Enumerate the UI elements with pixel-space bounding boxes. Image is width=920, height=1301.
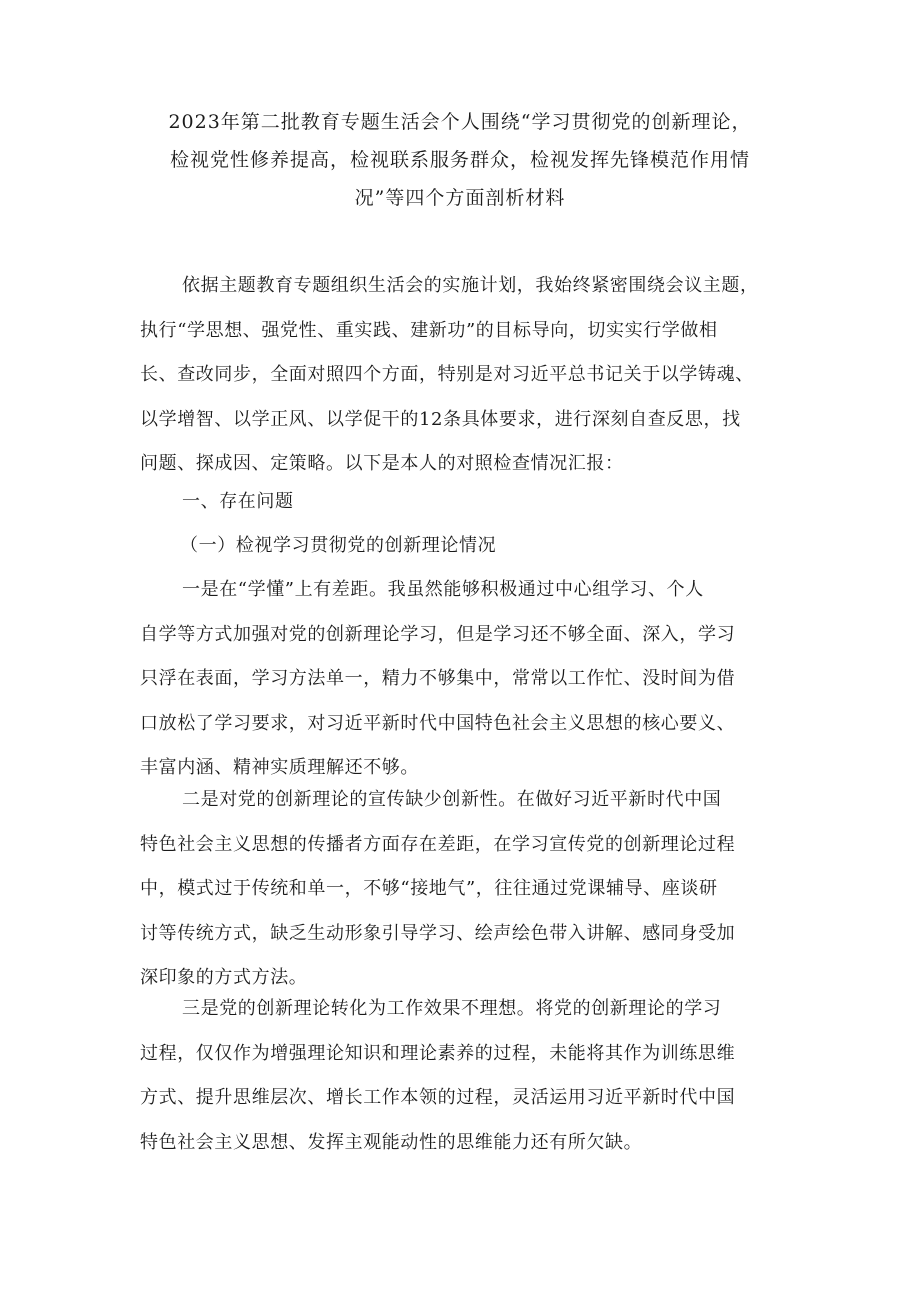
paragraph-line: 讨等传统方式，缺乏生动形象引导学习、绘声绘色带入讲解、感同身受加: [140, 922, 736, 944]
paragraph-line: 中，模式过于传统和单一，不够“接地气”，往往通过党课辅导、座谈研: [140, 878, 718, 899]
paragraph-line: 特色社会主义思想、发挥主观能动性的思维能力还有所欠缺。: [140, 1131, 643, 1153]
subsection-heading: [140, 524, 785, 569]
paragraph-2: [140, 778, 785, 1001]
title-line-3: 况”等四个方面剖析材料: [354, 187, 566, 209]
paragraph-line: 自学等方式加强对党的创新理论学习，但是学习还不够全面、深入，学习: [140, 623, 736, 645]
paragraph-line: 过程，仅仅作为增强理论知识和理论素养的过程，未能将其作为训练思维: [140, 1042, 736, 1064]
intro-line: 依据主题教育专题组织生活会的实施计划，我始终紧密围绕会议主题，: [182, 275, 759, 296]
section-heading-text: 一、存在问题: [182, 491, 294, 512]
paragraph-line: 深印象的方式方法。: [140, 967, 308, 988]
intro-line: 问题、探成因、定策略。以下是本人的对照检查情况汇报：: [140, 453, 624, 474]
intro-line: 以学增智、以学正风、以学促干的12条具体要求，进行深刻自查反思，找: [140, 408, 741, 430]
intro-line: 执行“学思想、强党性、重实践、建新功”的目标导向，切实实行学做相: [140, 319, 718, 341]
paragraph-line: 口放松了学习要求，对习近平新时代中国特色社会主义思想的核心要义、: [140, 712, 736, 734]
paragraph-line: 丰富内涵、精神实质理解还不够。: [140, 757, 419, 778]
paragraph-line: 方式、提升思维层次、增长工作本领的过程，灵活运用习近平新时代中国: [140, 1087, 736, 1108]
document-title: [120, 103, 800, 217]
paragraph-line: 一是在“学懂”上有差距。我虽然能够积极通过中心组学习、个人: [182, 579, 704, 600]
title-line-2: 检视党性修养提高，检视联系服务群众，检视发挥先锋模范作用情: [169, 149, 750, 171]
paragraph-line: 三是党的创新理论转化为工作效果不理想。将党的创新理论的学习: [182, 998, 722, 1019]
intro-paragraph: [140, 264, 785, 487]
paragraph-line: 特色社会主义思想的传播者方面存在差距，在学习宣传党的创新理论过程: [140, 833, 736, 855]
paragraph-line: 二是对党的创新理论的宣传缺少创新性。在做好习近平新时代中国: [182, 789, 722, 810]
paragraph-line: 只浮在表面，学习方法单一，精力不够集中，常常以工作忙、没时间为借: [140, 668, 736, 689]
intro-line: 长、查改同步，全面对照四个方面，特别是对习近平总书记关于以学铸魂、: [140, 364, 754, 385]
subsection-heading-text: （一）检视学习贯彻党的创新理论情况: [180, 535, 497, 556]
paragraph-1: [140, 568, 785, 791]
section-heading: [140, 480, 785, 525]
paragraph-3: [140, 987, 785, 1165]
title-line-1: 2023年第二批教育专题生活会个人围绕“学习贯彻党的创新理论，: [168, 111, 752, 133]
